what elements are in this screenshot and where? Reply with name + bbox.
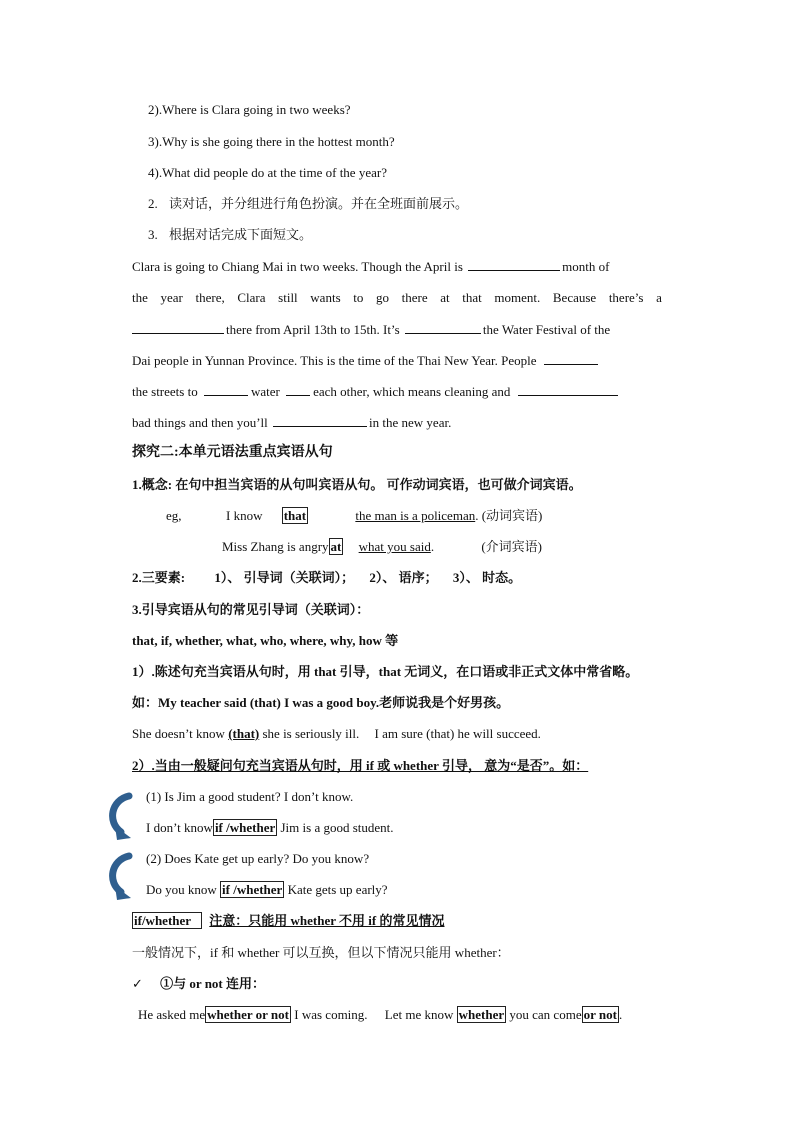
passage-word: there’s — [608, 290, 644, 305]
example-text: I know — [226, 508, 263, 523]
passage-word: to — [353, 290, 364, 305]
example-2 — [222, 538, 542, 556]
check-icon: ✓ — [132, 977, 143, 992]
boxed-conjunction: or not — [583, 1007, 617, 1022]
passage-text: bad things and then you’ll — [132, 415, 268, 430]
passage-word: moment. — [494, 290, 541, 305]
general-rule: 一般情况下，if 和 whether 可以互换，但以下情况只能用 whether： — [132, 945, 510, 960]
rule-1-examples — [132, 725, 541, 743]
pair-1-answer — [146, 819, 394, 837]
example-text: I was coming. — [294, 1007, 368, 1022]
curved-arrow-icon — [105, 792, 139, 842]
passage-word: still — [278, 290, 298, 305]
passage-word: a — [656, 290, 662, 305]
task-3-number: 3. — [148, 227, 158, 242]
passage-word: wants — [310, 290, 341, 305]
passage-line-1 — [132, 257, 609, 276]
passage-line-6 — [132, 413, 451, 432]
passage-line-5 — [132, 382, 618, 401]
intro-list: that, if, whether, what, who, where, why, how 等 — [132, 633, 399, 648]
passage-line-4 — [132, 351, 598, 370]
example-label: eg, — [166, 508, 182, 523]
check-item — [132, 975, 265, 994]
passage-word: Because — [552, 290, 597, 305]
rule-1: 1）.陈述句充当宾语从句时，用 that 引导，that 无词义，在口语或非正式文体中常省略。 — [132, 664, 639, 679]
three-elements-label: 2.三要素: — [132, 570, 186, 585]
example-text: . — [618, 1007, 623, 1022]
example-text: Let me know — [384, 1007, 454, 1022]
three-elements — [132, 569, 521, 587]
note-text: 注意：只能用 whether 不用 if 的常见情况 — [209, 913, 445, 928]
boxed-conjunction: whether — [458, 1007, 505, 1022]
example-text: Do you know — [146, 882, 217, 897]
answer-blank[interactable] — [204, 382, 248, 396]
example-text: She doesn’t know — [132, 726, 225, 741]
example-note: . (动词宾语) — [475, 508, 543, 523]
example-1 — [226, 507, 542, 525]
boxed-preposition: at — [330, 539, 342, 554]
example-text: Miss Zhang is angry — [222, 539, 329, 554]
passage-text: the streets to — [132, 384, 198, 399]
example-text: . — [430, 539, 435, 554]
passage-word: that — [462, 290, 482, 305]
object-clause: what you said — [358, 539, 431, 554]
answer-blank[interactable] — [518, 382, 618, 396]
answer-blank[interactable] — [544, 351, 598, 365]
object-clause: the man is a policeman — [355, 508, 476, 523]
example-text: Kate gets up early? — [287, 882, 388, 897]
intro-title: 3.引导宾语从句的常见引导词（关联词）： — [132, 602, 370, 617]
passage-text: Clara is going to Chiang Mai in two weeks. Though the April is — [132, 259, 463, 274]
concept: 1.概念: 在句中担当宾语的从句叫宾语从句。 可作动词宾语，也可做介词宾语。 — [132, 477, 582, 492]
task-2-text: 读对话，并分组进行角色扮演。并在全班面前展示。 — [169, 196, 469, 211]
example-text: you can come — [509, 1007, 582, 1022]
pair-2-question: (2) Does Kate get up early? Do you know? — [146, 851, 370, 866]
example-note: (介词宾语) — [481, 539, 543, 554]
passage-text: in the new year. — [369, 415, 452, 430]
element-item: 1）、 引导词（关联词）； — [214, 570, 355, 585]
passage-word: at — [440, 290, 450, 305]
answer-blank[interactable] — [405, 320, 481, 334]
rule-1-example: 如：My teacher said (that) I was a good boy.老师说我是个好男孩。 — [132, 695, 510, 710]
passage-text: there from April 13th to 15th. It’s — [226, 322, 400, 337]
passage-text: each other, which means cleaning and — [313, 384, 511, 399]
example-text: I am sure (that) he will succeed. — [374, 726, 541, 741]
pair-2-answer — [146, 881, 388, 899]
passage-word: there, — [195, 290, 225, 305]
section-title: 探究二:本单元语法重点宾语从句 — [132, 445, 333, 460]
passage-text: the Water Festival of the — [482, 322, 611, 337]
passage-word: go — [376, 290, 390, 305]
task-2 — [148, 195, 468, 213]
question-3: 3).Why is she going there in the hottest month? — [148, 134, 395, 149]
note — [132, 912, 445, 930]
answer-blank[interactable] — [468, 257, 560, 271]
check-item-text: ①与 or not 连用： — [160, 976, 266, 991]
final-examples — [138, 1006, 622, 1024]
question-4: 4).What did people do at the time of the year? — [148, 165, 387, 180]
answer-blank[interactable] — [273, 413, 367, 427]
boxed-conjunction: if /whether — [214, 820, 276, 835]
passage-text: Dai people in Yunnan Province. This is the time of the Thai New Year. People — [132, 353, 537, 368]
optional-that: (that) — [228, 726, 260, 741]
passage-line-3 — [132, 320, 610, 339]
task-3 — [148, 226, 312, 244]
rule-2: 2）.当由一般疑问句充当宾语从句时，用 if 或 whether 引导， 意为“是否”。如： — [132, 758, 589, 773]
passage-line-2 — [132, 289, 662, 307]
example-text: I don’t know — [146, 820, 213, 835]
element-item: 2）、 语序； — [369, 570, 438, 585]
example-text: she is seriously ill. — [262, 726, 360, 741]
boxed-note-label: if/whether — [132, 912, 202, 929]
task-3-text: 根据对话完成下面短文。 — [169, 227, 313, 242]
question-2: 2).Where is Clara going in two weeks? — [148, 102, 351, 117]
pair-1-question: (1) Is Jim a good student? I don’t know. — [146, 789, 354, 804]
passage-word: year — [160, 290, 183, 305]
answer-blank[interactable] — [132, 320, 224, 334]
example-text: He asked me — [138, 1007, 206, 1022]
passage-word: there — [401, 290, 428, 305]
element-item: 3）、 时态。 — [452, 570, 522, 585]
boxed-conjunction: if /whether — [222, 882, 283, 897]
task-2-number: 2. — [148, 196, 158, 211]
answer-blank[interactable] — [286, 382, 310, 396]
passage-word: the — [132, 290, 148, 305]
boxed-conjunction: whether or not — [207, 1007, 289, 1022]
curved-arrow-icon — [105, 852, 139, 902]
passage-word: Clara — [237, 290, 266, 305]
boxed-conjunction: that — [283, 508, 307, 523]
example-text: Jim is a good student. — [280, 820, 394, 835]
passage-text: month of — [562, 259, 610, 274]
passage-text: water — [250, 384, 280, 399]
